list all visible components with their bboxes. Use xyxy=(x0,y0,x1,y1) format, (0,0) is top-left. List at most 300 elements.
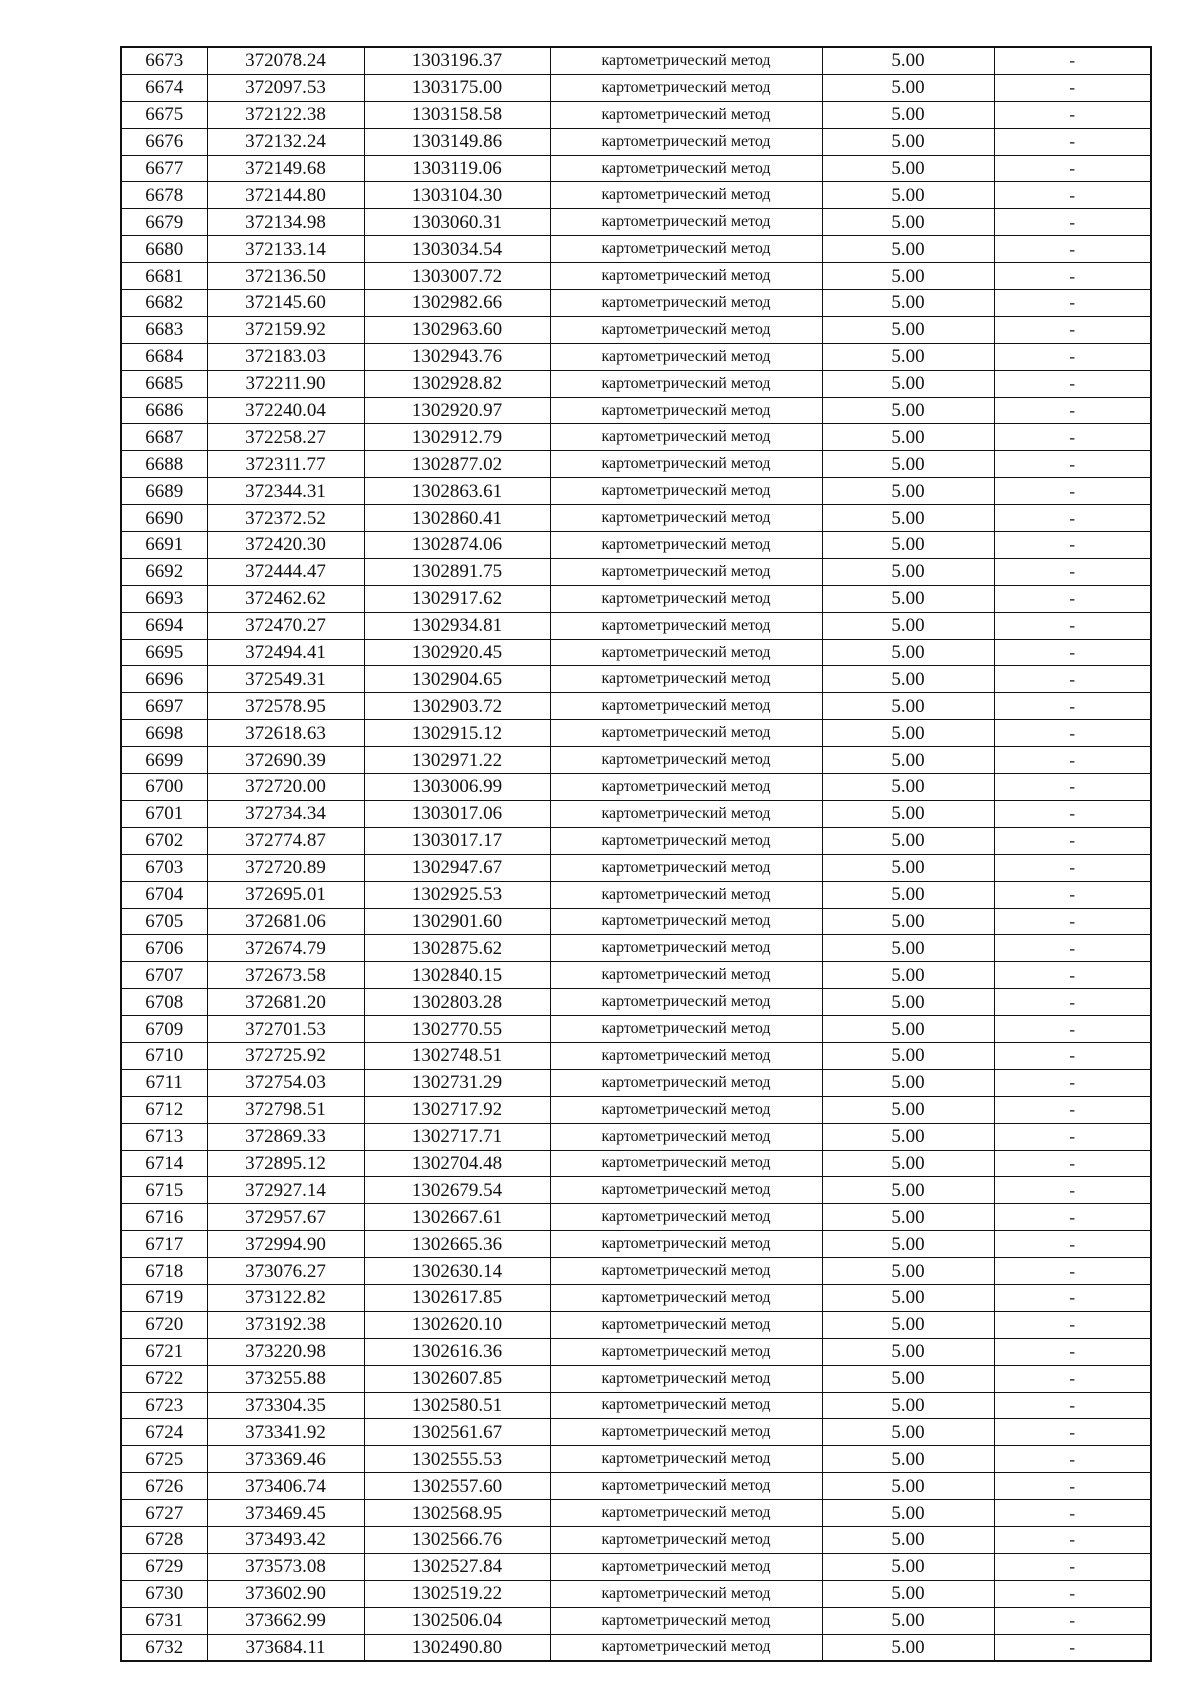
accuracy-cell: 5.00 xyxy=(822,962,994,989)
point-number-cell: 6682 xyxy=(121,290,207,317)
description-cell: - xyxy=(994,827,1151,854)
table-row xyxy=(121,290,1151,317)
y-coordinate-cell: 1302616.36 xyxy=(364,1338,550,1365)
table-row xyxy=(121,101,1151,128)
point-number-cell: 6692 xyxy=(121,558,207,585)
x-coordinate-cell: 372311.77 xyxy=(207,451,364,478)
accuracy-cell: 5.00 xyxy=(822,1042,994,1069)
accuracy-cell: 5.00 xyxy=(822,1473,994,1500)
description-cell: - xyxy=(994,1123,1151,1150)
method-cell: картометрический метод xyxy=(550,881,822,908)
method-cell: картометрический метод xyxy=(550,1150,822,1177)
point-number-cell: 6712 xyxy=(121,1096,207,1123)
point-number-cell: 6718 xyxy=(121,1258,207,1285)
method-cell: картометрический метод xyxy=(550,747,822,774)
point-number-cell: 6681 xyxy=(121,263,207,290)
description-cell: - xyxy=(994,585,1151,612)
accuracy-cell: 5.00 xyxy=(822,1284,994,1311)
description-cell: - xyxy=(994,263,1151,290)
y-coordinate-cell: 1302717.92 xyxy=(364,1096,550,1123)
accuracy-cell: 5.00 xyxy=(822,1500,994,1527)
method-cell: картометрический метод xyxy=(550,989,822,1016)
method-cell: картометрический метод xyxy=(550,1419,822,1446)
description-cell: - xyxy=(994,989,1151,1016)
x-coordinate-cell: 372720.89 xyxy=(207,854,364,881)
description-cell: - xyxy=(994,532,1151,559)
method-cell: картометрический метод xyxy=(550,1016,822,1043)
table-row xyxy=(121,1311,1151,1338)
y-coordinate-cell: 1302877.02 xyxy=(364,451,550,478)
method-cell: картометрический метод xyxy=(550,1580,822,1607)
point-number-cell: 6727 xyxy=(121,1500,207,1527)
y-coordinate-cell: 1302943.76 xyxy=(364,343,550,370)
accuracy-cell: 5.00 xyxy=(822,532,994,559)
y-coordinate-cell: 1302748.51 xyxy=(364,1042,550,1069)
description-cell: - xyxy=(994,397,1151,424)
point-number-cell: 6691 xyxy=(121,532,207,559)
y-coordinate-cell: 1302620.10 xyxy=(364,1311,550,1338)
y-coordinate-cell: 1302875.62 xyxy=(364,935,550,962)
description-cell: - xyxy=(994,1177,1151,1204)
table-row xyxy=(121,397,1151,424)
point-number-cell: 6690 xyxy=(121,505,207,532)
point-number-cell: 6713 xyxy=(121,1123,207,1150)
description-cell: - xyxy=(994,236,1151,263)
y-coordinate-cell: 1302863.61 xyxy=(364,478,550,505)
description-cell: - xyxy=(994,290,1151,317)
table-row xyxy=(121,343,1151,370)
y-coordinate-cell: 1303158.58 xyxy=(364,101,550,128)
description-cell: - xyxy=(994,1338,1151,1365)
y-coordinate-cell: 1302874.06 xyxy=(364,532,550,559)
point-number-cell: 6677 xyxy=(121,155,207,182)
description-cell: - xyxy=(994,424,1151,451)
method-cell: картометрический метод xyxy=(550,1365,822,1392)
y-coordinate-cell: 1302519.22 xyxy=(364,1580,550,1607)
accuracy-cell: 5.00 xyxy=(822,397,994,424)
accuracy-cell: 5.00 xyxy=(822,1419,994,1446)
description-cell: - xyxy=(994,1258,1151,1285)
accuracy-cell: 5.00 xyxy=(822,1150,994,1177)
point-number-cell: 6710 xyxy=(121,1042,207,1069)
point-number-cell: 6731 xyxy=(121,1607,207,1634)
method-cell: картометрический метод xyxy=(550,343,822,370)
method-cell: картометрический метод xyxy=(550,827,822,854)
table-row xyxy=(121,1392,1151,1419)
x-coordinate-cell: 372159.92 xyxy=(207,316,364,343)
accuracy-cell: 5.00 xyxy=(822,747,994,774)
accuracy-cell: 5.00 xyxy=(822,1123,994,1150)
accuracy-cell: 5.00 xyxy=(822,1553,994,1580)
x-coordinate-cell: 372673.58 xyxy=(207,962,364,989)
accuracy-cell: 5.00 xyxy=(822,182,994,209)
x-coordinate-cell: 372149.68 xyxy=(207,155,364,182)
description-cell: - xyxy=(994,935,1151,962)
table-row xyxy=(121,451,1151,478)
y-coordinate-cell: 1303119.06 xyxy=(364,155,550,182)
x-coordinate-cell: 372681.20 xyxy=(207,989,364,1016)
description-cell: - xyxy=(994,774,1151,801)
accuracy-cell: 5.00 xyxy=(822,47,994,74)
table-row xyxy=(121,47,1151,74)
table-row xyxy=(121,1500,1151,1527)
point-number-cell: 6699 xyxy=(121,747,207,774)
x-coordinate-cell: 372133.14 xyxy=(207,236,364,263)
accuracy-cell: 5.00 xyxy=(822,74,994,101)
method-cell: картометрический метод xyxy=(550,74,822,101)
point-number-cell: 6684 xyxy=(121,343,207,370)
x-coordinate-cell: 372258.27 xyxy=(207,424,364,451)
x-coordinate-cell: 372183.03 xyxy=(207,343,364,370)
accuracy-cell: 5.00 xyxy=(822,101,994,128)
accuracy-cell: 5.00 xyxy=(822,558,994,585)
table-row xyxy=(121,1580,1151,1607)
y-coordinate-cell: 1303006.99 xyxy=(364,774,550,801)
x-coordinate-cell: 372957.67 xyxy=(207,1204,364,1231)
accuracy-cell: 5.00 xyxy=(822,720,994,747)
table-row xyxy=(121,1204,1151,1231)
description-cell: - xyxy=(994,1607,1151,1634)
point-number-cell: 6724 xyxy=(121,1419,207,1446)
method-cell: картометрический метод xyxy=(550,1473,822,1500)
x-coordinate-cell: 372720.00 xyxy=(207,774,364,801)
table-row xyxy=(121,854,1151,881)
table-row xyxy=(121,478,1151,505)
accuracy-cell: 5.00 xyxy=(822,478,994,505)
x-coordinate-cell: 372695.01 xyxy=(207,881,364,908)
table-row xyxy=(121,1177,1151,1204)
description-cell: - xyxy=(994,666,1151,693)
table-row xyxy=(121,1338,1151,1365)
table-row xyxy=(121,236,1151,263)
accuracy-cell: 5.00 xyxy=(822,774,994,801)
x-coordinate-cell: 372470.27 xyxy=(207,612,364,639)
method-cell: картометрический метод xyxy=(550,155,822,182)
table-row xyxy=(121,1150,1151,1177)
point-number-cell: 6683 xyxy=(121,316,207,343)
description-cell: - xyxy=(994,1150,1151,1177)
method-cell: картометрический метод xyxy=(550,1446,822,1473)
point-number-cell: 6700 xyxy=(121,774,207,801)
description-cell: - xyxy=(994,1526,1151,1553)
accuracy-cell: 5.00 xyxy=(822,881,994,908)
method-cell: картометрический метод xyxy=(550,774,822,801)
y-coordinate-cell: 1302667.61 xyxy=(364,1204,550,1231)
description-cell: - xyxy=(994,316,1151,343)
x-coordinate-cell: 373192.38 xyxy=(207,1311,364,1338)
description-cell: - xyxy=(994,370,1151,397)
y-coordinate-cell: 1302947.67 xyxy=(364,854,550,881)
x-coordinate-cell: 372618.63 xyxy=(207,720,364,747)
method-cell: картометрический метод xyxy=(550,1553,822,1580)
y-coordinate-cell: 1302770.55 xyxy=(364,1016,550,1043)
method-cell: картометрический метод xyxy=(550,182,822,209)
table-row xyxy=(121,1419,1151,1446)
point-number-cell: 6732 xyxy=(121,1634,207,1661)
table-row xyxy=(121,370,1151,397)
accuracy-cell: 5.00 xyxy=(822,370,994,397)
x-coordinate-cell: 373304.35 xyxy=(207,1392,364,1419)
accuracy-cell: 5.00 xyxy=(822,908,994,935)
table-row xyxy=(121,155,1151,182)
accuracy-cell: 5.00 xyxy=(822,316,994,343)
method-cell: картометрический метод xyxy=(550,1634,822,1661)
description-cell: - xyxy=(994,1311,1151,1338)
point-number-cell: 6704 xyxy=(121,881,207,908)
x-coordinate-cell: 372240.04 xyxy=(207,397,364,424)
y-coordinate-cell: 1303060.31 xyxy=(364,209,550,236)
y-coordinate-cell: 1302934.81 xyxy=(364,612,550,639)
description-cell: - xyxy=(994,720,1151,747)
table-row xyxy=(121,1284,1151,1311)
method-cell: картометрический метод xyxy=(550,263,822,290)
table-row xyxy=(121,693,1151,720)
table-row xyxy=(121,182,1151,209)
table-row xyxy=(121,1042,1151,1069)
description-cell: - xyxy=(994,182,1151,209)
table-row xyxy=(121,263,1151,290)
y-coordinate-cell: 1302555.53 xyxy=(364,1446,550,1473)
description-cell: - xyxy=(994,209,1151,236)
description-cell: - xyxy=(994,1284,1151,1311)
accuracy-cell: 5.00 xyxy=(822,693,994,720)
table-row xyxy=(121,612,1151,639)
point-number-cell: 6696 xyxy=(121,666,207,693)
x-coordinate-cell: 373602.90 xyxy=(207,1580,364,1607)
y-coordinate-cell: 1302568.95 xyxy=(364,1500,550,1527)
method-cell: картометрический метод xyxy=(550,720,822,747)
point-number-cell: 6698 xyxy=(121,720,207,747)
y-coordinate-cell: 1303104.30 xyxy=(364,182,550,209)
y-coordinate-cell: 1303017.17 xyxy=(364,827,550,854)
point-number-cell: 6708 xyxy=(121,989,207,1016)
method-cell: картометрический метод xyxy=(550,1177,822,1204)
method-cell: картометрический метод xyxy=(550,585,822,612)
x-coordinate-cell: 373573.08 xyxy=(207,1553,364,1580)
y-coordinate-cell: 1302607.85 xyxy=(364,1365,550,1392)
y-coordinate-cell: 1302925.53 xyxy=(364,881,550,908)
table-row xyxy=(121,74,1151,101)
table-row xyxy=(121,1446,1151,1473)
table-row xyxy=(121,774,1151,801)
accuracy-cell: 5.00 xyxy=(822,639,994,666)
accuracy-cell: 5.00 xyxy=(822,451,994,478)
point-number-cell: 6678 xyxy=(121,182,207,209)
table-row xyxy=(121,505,1151,532)
table-row xyxy=(121,720,1151,747)
method-cell: картометрический метод xyxy=(550,47,822,74)
table-row xyxy=(121,532,1151,559)
point-number-cell: 6676 xyxy=(121,128,207,155)
table-row xyxy=(121,1096,1151,1123)
y-coordinate-cell: 1302803.28 xyxy=(364,989,550,1016)
x-coordinate-cell: 372211.90 xyxy=(207,370,364,397)
x-coordinate-cell: 373662.99 xyxy=(207,1607,364,1634)
method-cell: картометрический метод xyxy=(550,612,822,639)
method-cell: картометрический метод xyxy=(550,1392,822,1419)
accuracy-cell: 5.00 xyxy=(822,612,994,639)
y-coordinate-cell: 1302679.54 xyxy=(364,1177,550,1204)
point-number-cell: 6702 xyxy=(121,827,207,854)
x-coordinate-cell: 373220.98 xyxy=(207,1338,364,1365)
accuracy-cell: 5.00 xyxy=(822,854,994,881)
method-cell: картометрический метод xyxy=(550,101,822,128)
y-coordinate-cell: 1302630.14 xyxy=(364,1258,550,1285)
y-coordinate-cell: 1302920.97 xyxy=(364,397,550,424)
description-cell: - xyxy=(994,558,1151,585)
description-cell: - xyxy=(994,1553,1151,1580)
table-row xyxy=(121,1231,1151,1258)
table-row xyxy=(121,558,1151,585)
accuracy-cell: 5.00 xyxy=(822,1016,994,1043)
table-row xyxy=(121,666,1151,693)
accuracy-cell: 5.00 xyxy=(822,1607,994,1634)
accuracy-cell: 5.00 xyxy=(822,505,994,532)
y-coordinate-cell: 1303034.54 xyxy=(364,236,550,263)
x-coordinate-cell: 373341.92 xyxy=(207,1419,364,1446)
y-coordinate-cell: 1303175.00 xyxy=(364,74,550,101)
point-number-cell: 6711 xyxy=(121,1069,207,1096)
y-coordinate-cell: 1302557.60 xyxy=(364,1473,550,1500)
coordinates-table xyxy=(120,46,1152,1662)
accuracy-cell: 5.00 xyxy=(822,989,994,1016)
x-coordinate-cell: 372444.47 xyxy=(207,558,364,585)
x-coordinate-cell: 372097.53 xyxy=(207,74,364,101)
table-row xyxy=(121,639,1151,666)
description-cell: - xyxy=(994,1500,1151,1527)
point-number-cell: 6697 xyxy=(121,693,207,720)
point-number-cell: 6685 xyxy=(121,370,207,397)
y-coordinate-cell: 1302912.79 xyxy=(364,424,550,451)
description-cell: - xyxy=(994,343,1151,370)
description-cell: - xyxy=(994,478,1151,505)
description-cell: - xyxy=(994,101,1151,128)
point-number-cell: 6717 xyxy=(121,1231,207,1258)
y-coordinate-cell: 1302580.51 xyxy=(364,1392,550,1419)
description-cell: - xyxy=(994,128,1151,155)
table-row xyxy=(121,1553,1151,1580)
method-cell: картометрический метод xyxy=(550,1258,822,1285)
x-coordinate-cell: 372134.98 xyxy=(207,209,364,236)
point-number-cell: 6701 xyxy=(121,800,207,827)
x-coordinate-cell: 372578.95 xyxy=(207,693,364,720)
point-number-cell: 6725 xyxy=(121,1446,207,1473)
method-cell: картометрический метод xyxy=(550,1231,822,1258)
x-coordinate-cell: 372420.30 xyxy=(207,532,364,559)
x-coordinate-cell: 372734.34 xyxy=(207,800,364,827)
method-cell: картометрический метод xyxy=(550,1069,822,1096)
accuracy-cell: 5.00 xyxy=(822,1258,994,1285)
point-number-cell: 6709 xyxy=(121,1016,207,1043)
point-number-cell: 6728 xyxy=(121,1526,207,1553)
x-coordinate-cell: 372725.92 xyxy=(207,1042,364,1069)
table-row xyxy=(121,585,1151,612)
description-cell: - xyxy=(994,47,1151,74)
description-cell: - xyxy=(994,1016,1151,1043)
x-coordinate-cell: 372701.53 xyxy=(207,1016,364,1043)
accuracy-cell: 5.00 xyxy=(822,155,994,182)
y-coordinate-cell: 1302901.60 xyxy=(364,908,550,935)
method-cell: картометрический метод xyxy=(550,639,822,666)
accuracy-cell: 5.00 xyxy=(822,1580,994,1607)
method-cell: картометрический метод xyxy=(550,1096,822,1123)
description-cell: - xyxy=(994,800,1151,827)
method-cell: картометрический метод xyxy=(550,424,822,451)
y-coordinate-cell: 1302903.72 xyxy=(364,693,550,720)
x-coordinate-cell: 372122.38 xyxy=(207,101,364,128)
accuracy-cell: 5.00 xyxy=(822,236,994,263)
y-coordinate-cell: 1302891.75 xyxy=(364,558,550,585)
point-number-cell: 6722 xyxy=(121,1365,207,1392)
x-coordinate-cell: 372344.31 xyxy=(207,478,364,505)
accuracy-cell: 5.00 xyxy=(822,1311,994,1338)
x-coordinate-cell: 372144.80 xyxy=(207,182,364,209)
point-number-cell: 6689 xyxy=(121,478,207,505)
accuracy-cell: 5.00 xyxy=(822,343,994,370)
table-row xyxy=(121,1607,1151,1634)
accuracy-cell: 5.00 xyxy=(822,1446,994,1473)
x-coordinate-cell: 372674.79 xyxy=(207,935,364,962)
method-cell: картометрический метод xyxy=(550,397,822,424)
method-cell: картометрический метод xyxy=(550,666,822,693)
y-coordinate-cell: 1302860.41 xyxy=(364,505,550,532)
point-number-cell: 6723 xyxy=(121,1392,207,1419)
x-coordinate-cell: 372798.51 xyxy=(207,1096,364,1123)
y-coordinate-cell: 1302731.29 xyxy=(364,1069,550,1096)
accuracy-cell: 5.00 xyxy=(822,1231,994,1258)
table-row xyxy=(121,908,1151,935)
accuracy-cell: 5.00 xyxy=(822,424,994,451)
table-row xyxy=(121,1069,1151,1096)
point-number-cell: 6730 xyxy=(121,1580,207,1607)
point-number-cell: 6729 xyxy=(121,1553,207,1580)
y-coordinate-cell: 1303196.37 xyxy=(364,47,550,74)
table-row xyxy=(121,209,1151,236)
description-cell: - xyxy=(994,1634,1151,1661)
description-cell: - xyxy=(994,747,1151,774)
y-coordinate-cell: 1303007.72 xyxy=(364,263,550,290)
y-coordinate-cell: 1302490.80 xyxy=(364,1634,550,1661)
description-cell: - xyxy=(994,1419,1151,1446)
description-cell: - xyxy=(994,155,1151,182)
point-number-cell: 6714 xyxy=(121,1150,207,1177)
method-cell: картометрический метод xyxy=(550,558,822,585)
coordinates-table-body xyxy=(121,47,1151,1661)
point-number-cell: 6707 xyxy=(121,962,207,989)
point-number-cell: 6688 xyxy=(121,451,207,478)
x-coordinate-cell: 372927.14 xyxy=(207,1177,364,1204)
method-cell: картометрический метод xyxy=(550,209,822,236)
y-coordinate-cell: 1303149.86 xyxy=(364,128,550,155)
method-cell: картометрический метод xyxy=(550,236,822,263)
accuracy-cell: 5.00 xyxy=(822,1634,994,1661)
description-cell: - xyxy=(994,693,1151,720)
description-cell: - xyxy=(994,1231,1151,1258)
x-coordinate-cell: 373684.11 xyxy=(207,1634,364,1661)
x-coordinate-cell: 372372.52 xyxy=(207,505,364,532)
x-coordinate-cell: 372145.60 xyxy=(207,290,364,317)
table-row xyxy=(121,316,1151,343)
x-coordinate-cell: 373469.45 xyxy=(207,1500,364,1527)
method-cell: картометрический метод xyxy=(550,800,822,827)
point-number-cell: 6715 xyxy=(121,1177,207,1204)
table-row xyxy=(121,424,1151,451)
point-number-cell: 6721 xyxy=(121,1338,207,1365)
method-cell: картометрический метод xyxy=(550,451,822,478)
table-row xyxy=(121,1634,1151,1661)
method-cell: картометрический метод xyxy=(550,1204,822,1231)
point-number-cell: 6703 xyxy=(121,854,207,881)
